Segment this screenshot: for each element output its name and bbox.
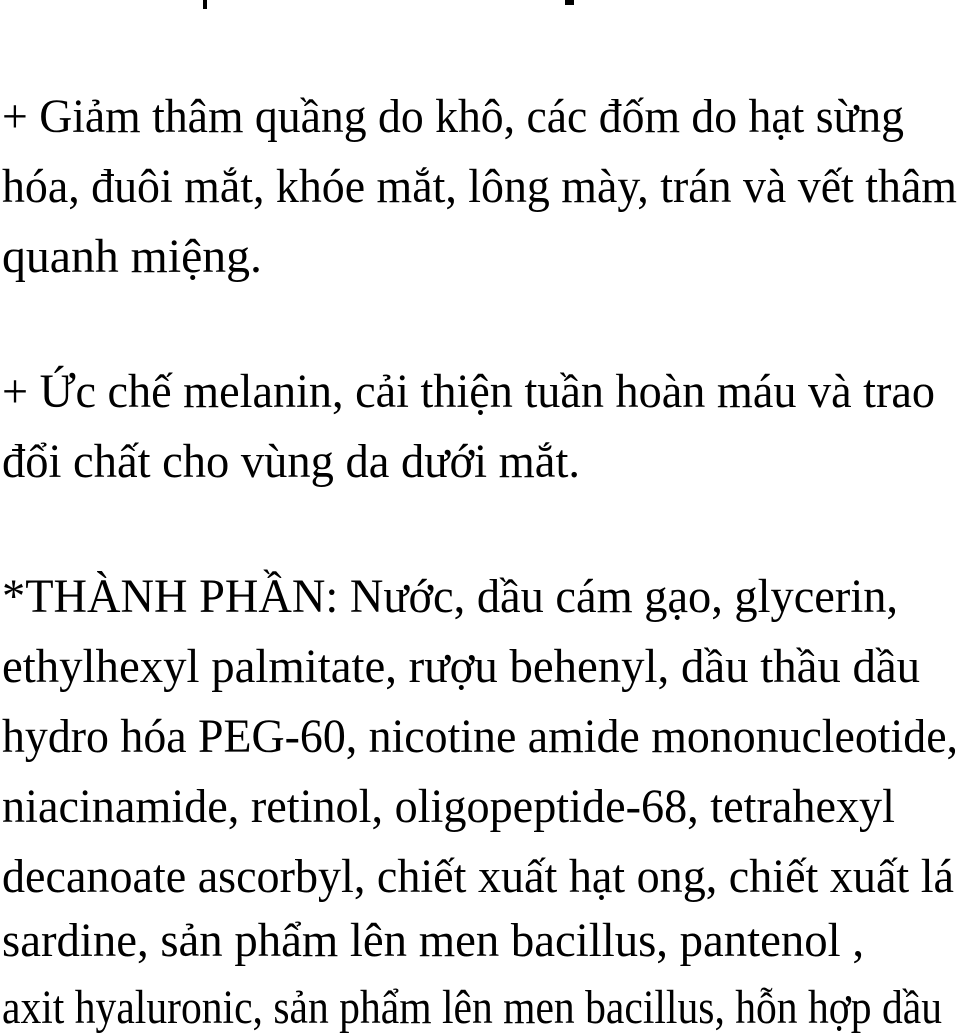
text-line: niacinamide, retinol, oligopeptide-68, tetrahexyl — [2, 780, 895, 833]
text-line: quanh miệng. — [2, 230, 262, 283]
text-line: + Giảm thâm quầng do khô, các đốm do hạt sừng — [2, 90, 904, 143]
text-line: decanoate ascorbyl, chiết xuất hạt ong, chiết xuất lá — [2, 850, 954, 903]
text-line: + Ức chế melanin, cải thiện tuần hoàn máu và trao — [2, 365, 935, 418]
text-line: ethylhexyl palmitate, rượu behenyl, dầu thầu dầu — [2, 640, 920, 693]
clipped-line-fragment — [565, 0, 574, 5]
text-line: sardine, sản phẩm lên men bacillus, pantenol , — [2, 914, 864, 967]
text-line: *THÀNH PHẦN: Nước, dầu cám gạo, glycerin, — [2, 570, 898, 623]
clipped-line-fragment — [203, 0, 207, 9]
text-line: hóa, đuôi mắt, khóe mắt, lông mày, trán và vết thâm — [2, 160, 957, 213]
text-line-clipped: axit hyaluronic, sản phẩm lên men bacillus, hỗn hợp dầu — [2, 981, 942, 1034]
text-line: hydro hóa PEG-60, nicotine amide mononucleotide, — [2, 710, 958, 763]
text-line: đổi chất cho vùng da dưới mắt. — [2, 435, 580, 488]
